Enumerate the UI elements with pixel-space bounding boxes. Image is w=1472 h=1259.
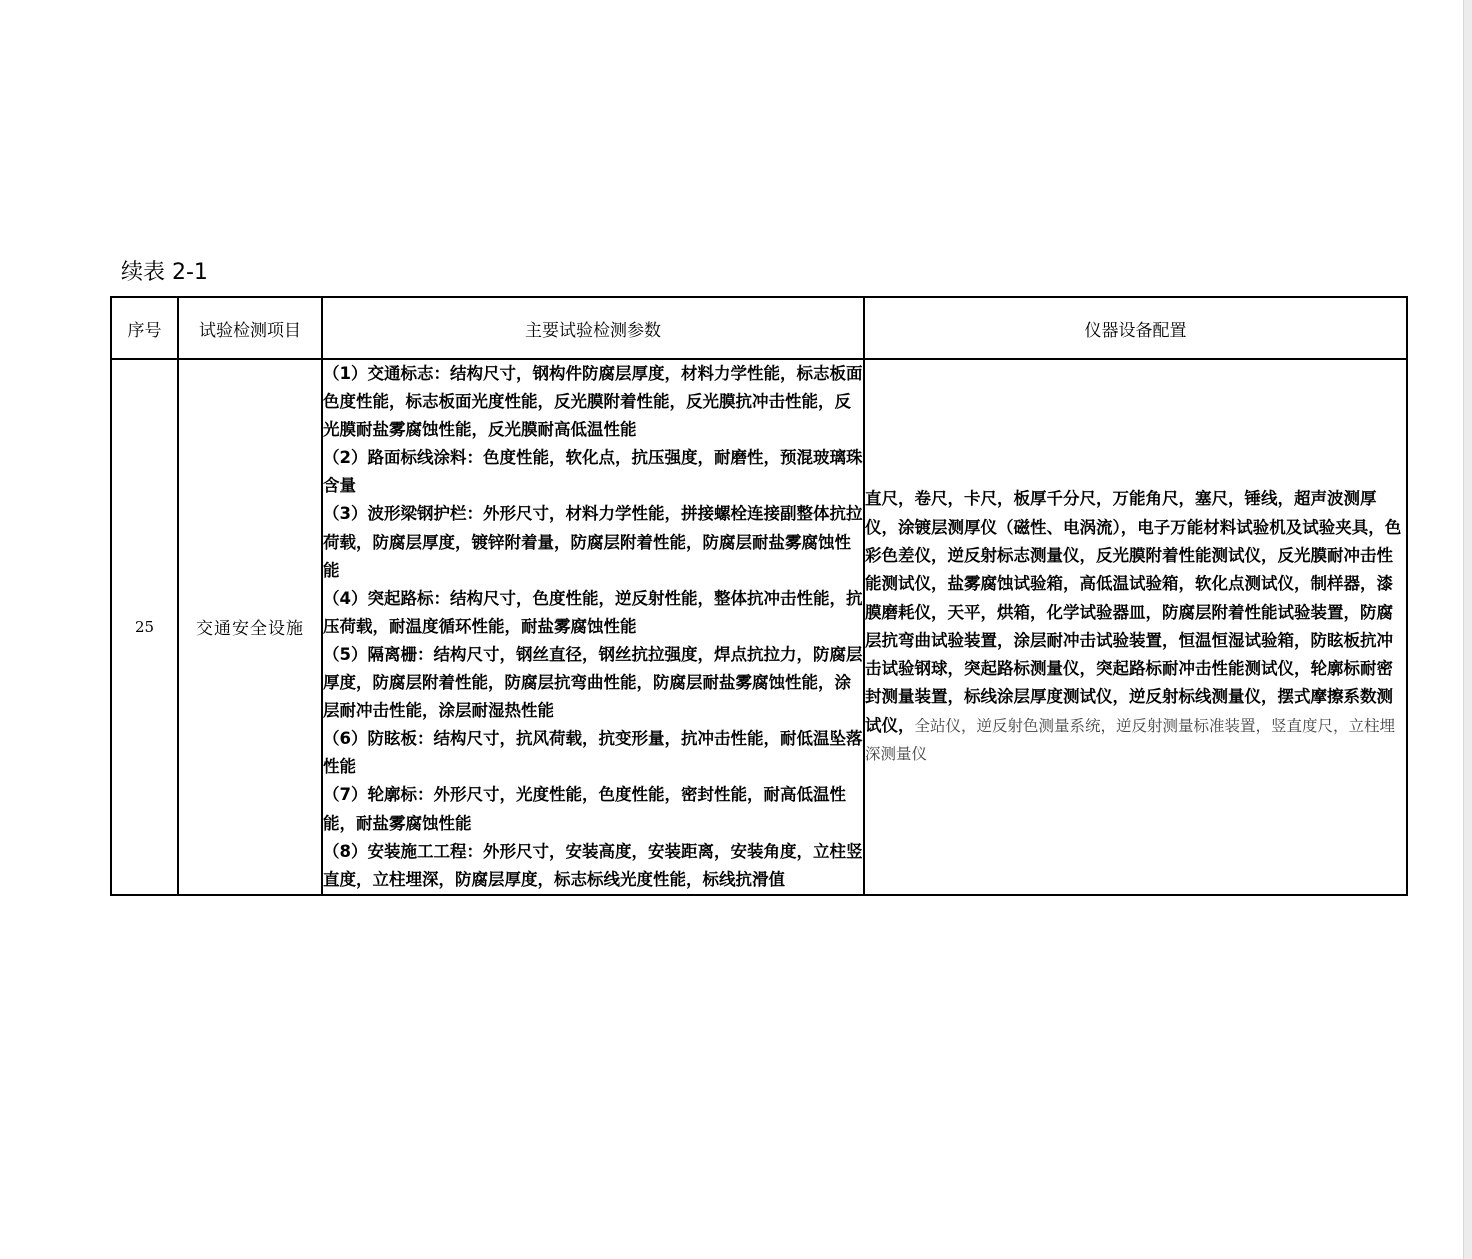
inspection-table — [110, 296, 1408, 896]
header-number: 序号 — [111, 297, 178, 359]
param-anti-glare-panel: （6）防眩板：结构尺寸，抗风荷载，抗变形量，抗冲击性能，耐低温坠落性能 — [323, 729, 863, 777]
param-traffic-sign: （1）交通标志：结构尺寸，钢构件防腐层厚度，材料力学性能，标志板面色度性能，标志板面光度性能，反光膜附着性能，反光膜抗冲击性能，反光膜耐盐雾腐蚀性能，反光膜耐高低温性能 — [323, 364, 863, 440]
params-cell — [322, 359, 864, 895]
row-number: 25 — [111, 359, 178, 895]
header-test-item: 试验检测项目 — [178, 297, 322, 359]
row-test-item: 交通安全设施 — [178, 359, 322, 895]
param-fence: （5）隔离栅：结构尺寸，钢丝直径，钢丝抗拉强度，焊点抗拉力，防腐层厚度，防腐层附着性能，防腐层抗弯曲性能，防腐层耐盐雾腐蚀性能，涂层耐冲击性能，涂层耐湿热性能 — [323, 644, 863, 721]
equipment-extra-list: 全站仪，逆反射色测量系统，逆反射测量标准装置，竖直度尺，立柱埋深测量仪 — [865, 716, 1396, 764]
table-row — [111, 359, 1407, 895]
equipment-cell — [864, 359, 1407, 895]
param-corrugated-guardrail: （3）波形梁钢护栏：外形尺寸，材料力学性能，拼接螺栓连接副整体抗拉荷载，防腐层厚度，镀锌附着量，防腐层附着性能，防腐层耐盐雾腐蚀性能 — [323, 504, 863, 580]
equipment-main-list: 直尺，卷尺，卡尺，板厚千分尺，万能角尺，塞尺，锤线，超声波测厚仪，涂镀层测厚仪（磁性、电涡流），电子万能材料试验机及试验夹具，色彩色差仪，逆反射标志测量仪，反光膜附着性能测试仪，反光膜耐冲击性能测试仪，盐雾腐蚀试验箱，高低温试验箱，软化点测试仪，制样器，漆膜磨耗仪，天平，烘箱，化学试验器皿，防腐层附着性能试验装置，防腐层抗弯曲试验装置，涂层耐冲击试验装置，恒温恒湿试验箱，防眩板抗冲击试验钢球，突起路标测量仪，突起路标耐冲击性能测试仪，轮廓标耐密封测量装置，标线涂层厚度测试仪，逆反射标线测量仪，摆式摩擦系数测试仪， — [865, 489, 1402, 735]
header-main-params: 主要试验检测参数 — [322, 297, 864, 359]
header-equipment: 仪器设备配置 — [864, 297, 1407, 359]
param-road-marking-paint: （2）路面标线涂料：色度性能，软化点，抗压强度，耐磨性，预混玻璃珠含量 — [323, 448, 863, 496]
page-edge — [1463, 0, 1472, 1259]
param-delineator: （7）轮廓标：外形尺寸，光度性能，色度性能，密封性能，耐高低温性能，耐盐雾腐蚀性能 — [323, 785, 846, 833]
table-caption: 续表 2-1 — [121, 260, 208, 285]
param-raised-pavement-marker: （4）突起路标：结构尺寸，色度性能，逆反射性能，整体抗冲击性能，抗压荷载，耐温度循环性能，耐盐雾腐蚀性能 — [323, 588, 863, 636]
param-installation: （8）安装施工工程：外形尺寸，安装高度，安装距离，安装角度，立柱竖直度，立柱埋深，防腐层厚度，标志标线光度性能，标线抗滑值 — [323, 841, 863, 889]
table-header-row — [111, 297, 1407, 359]
